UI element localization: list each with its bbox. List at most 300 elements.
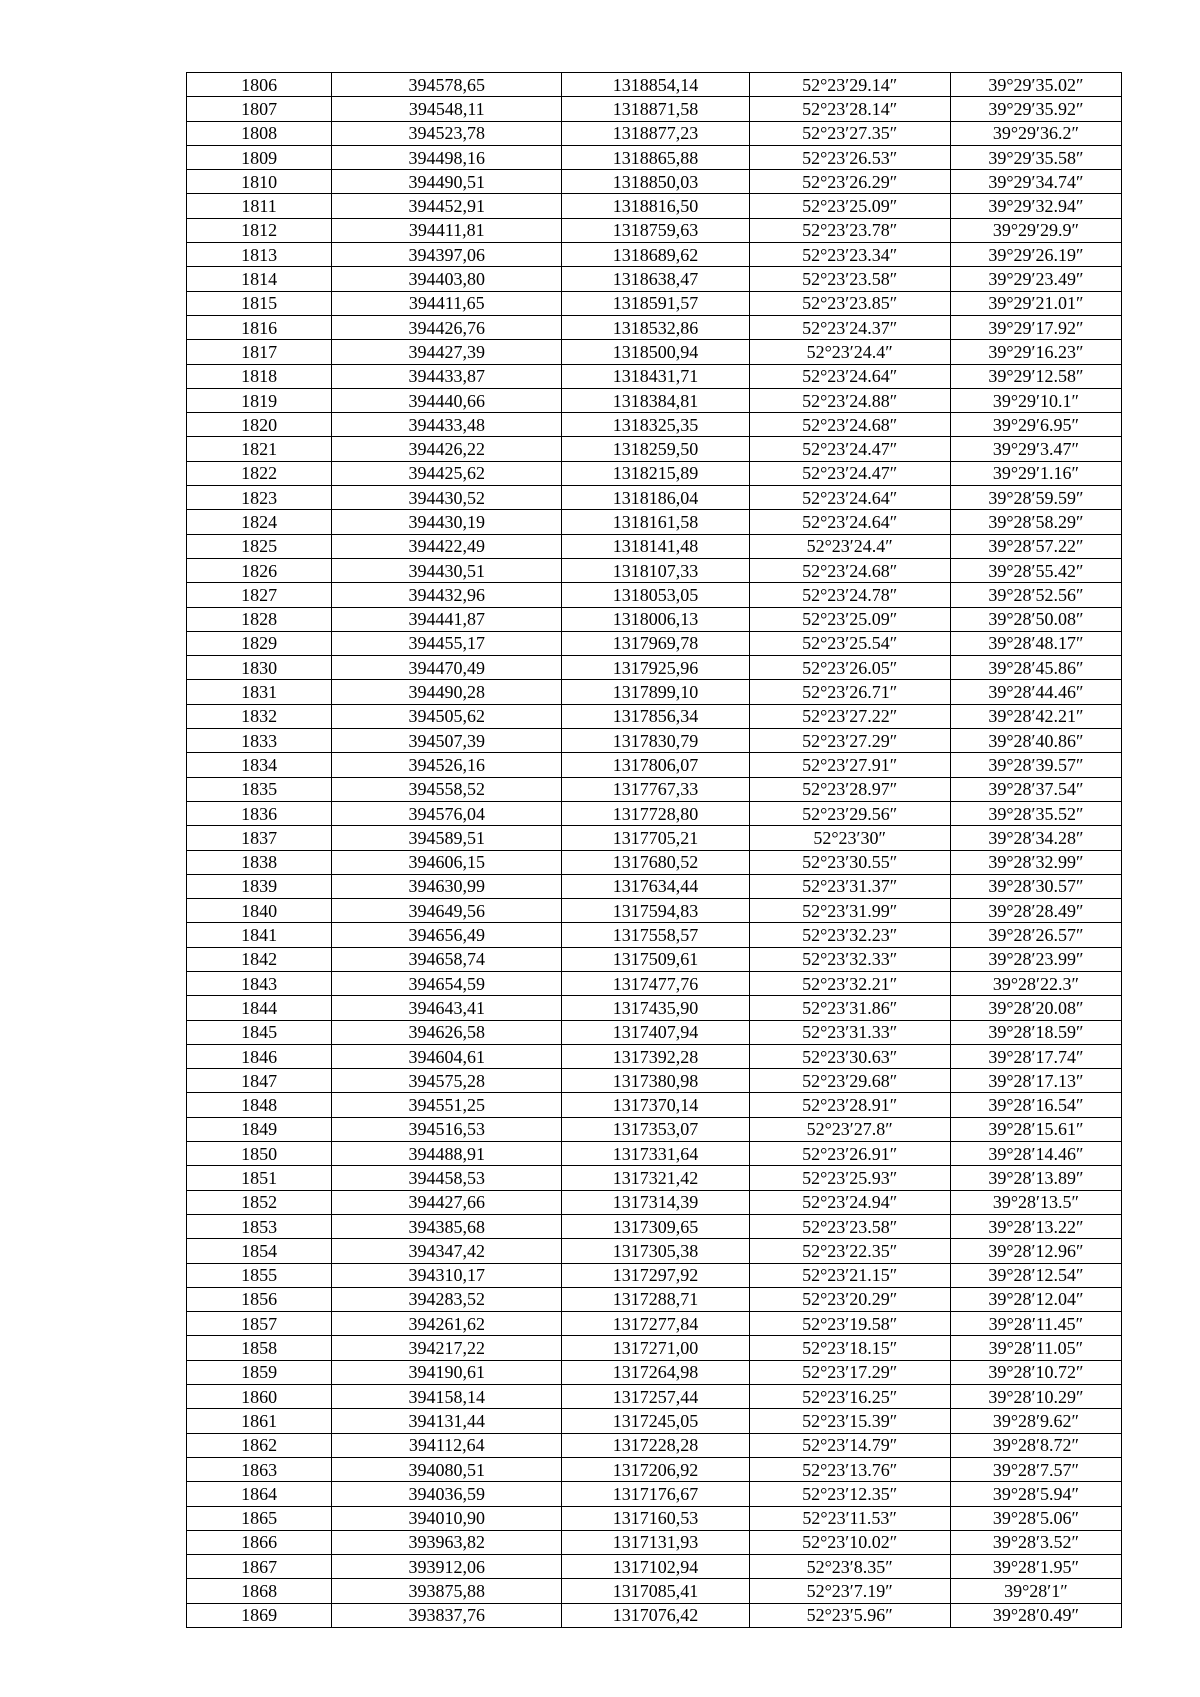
- latitude-cell: 52°23′27.8″: [749, 1117, 950, 1141]
- latitude-cell: 52°23′25.93″: [749, 1166, 950, 1190]
- x-coordinate-cell: 394551,25: [332, 1093, 562, 1117]
- longitude-cell: 39°28′12.04″: [950, 1287, 1121, 1311]
- longitude-cell: 39°29′6.95″: [950, 413, 1121, 437]
- latitude-cell: 52°23′29.56″: [749, 801, 950, 825]
- latitude-cell: 52°23′26.53″: [749, 145, 950, 169]
- x-coordinate-cell: 394411,81: [332, 218, 562, 242]
- y-coordinate-cell: 1318431,71: [562, 364, 749, 388]
- table-row: [187, 631, 1122, 655]
- table-row: [187, 826, 1122, 850]
- y-coordinate-cell: 1317331,64: [562, 1142, 749, 1166]
- table-row: [187, 145, 1122, 169]
- latitude-cell: 52°23′24.4″: [749, 340, 950, 364]
- point-number-cell: 1806: [187, 73, 332, 97]
- latitude-cell: 52°23′15.39″: [749, 1409, 950, 1433]
- point-number-cell: 1864: [187, 1482, 332, 1506]
- y-coordinate-cell: 1318854,14: [562, 73, 749, 97]
- x-coordinate-cell: 394488,91: [332, 1142, 562, 1166]
- latitude-cell: 52°23′12.35″: [749, 1482, 950, 1506]
- y-coordinate-cell: 1317131,93: [562, 1530, 749, 1554]
- table-row: [187, 1214, 1122, 1238]
- point-number-cell: 1861: [187, 1409, 332, 1433]
- y-coordinate-cell: 1317277,84: [562, 1312, 749, 1336]
- y-coordinate-cell: 1317314,39: [562, 1190, 749, 1214]
- x-coordinate-cell: 394630,99: [332, 874, 562, 898]
- point-number-cell: 1869: [187, 1603, 332, 1627]
- x-coordinate-cell: 394498,16: [332, 145, 562, 169]
- y-coordinate-cell: 1318689,62: [562, 243, 749, 267]
- table-row: [187, 1506, 1122, 1530]
- x-coordinate-cell: 394310,17: [332, 1263, 562, 1287]
- point-number-cell: 1816: [187, 315, 332, 339]
- longitude-cell: 39°28′37.54″: [950, 777, 1121, 801]
- point-number-cell: 1818: [187, 364, 332, 388]
- y-coordinate-cell: 1317806,07: [562, 753, 749, 777]
- x-coordinate-cell: 394658,74: [332, 947, 562, 971]
- point-number-cell: 1815: [187, 291, 332, 315]
- table-row: [187, 97, 1122, 121]
- x-coordinate-cell: 394452,91: [332, 194, 562, 218]
- y-coordinate-cell: 1318532,86: [562, 315, 749, 339]
- latitude-cell: 52°23′30.63″: [749, 1044, 950, 1068]
- table-row: [187, 583, 1122, 607]
- table-row: [187, 218, 1122, 242]
- y-coordinate-cell: 1318816,50: [562, 194, 749, 218]
- longitude-cell: 39°28′16.54″: [950, 1093, 1121, 1117]
- point-number-cell: 1858: [187, 1336, 332, 1360]
- x-coordinate-cell: 394422,49: [332, 534, 562, 558]
- point-number-cell: 1852: [187, 1190, 332, 1214]
- y-coordinate-cell: 1317370,14: [562, 1093, 749, 1117]
- table-row: [187, 1166, 1122, 1190]
- longitude-cell: 39°29′36.2″: [950, 121, 1121, 145]
- x-coordinate-cell: 394403,80: [332, 267, 562, 291]
- y-coordinate-cell: 1317271,00: [562, 1336, 749, 1360]
- latitude-cell: 52°23′25.09″: [749, 194, 950, 218]
- table-row: [187, 534, 1122, 558]
- point-number-cell: 1820: [187, 413, 332, 437]
- point-number-cell: 1850: [187, 1142, 332, 1166]
- point-number-cell: 1822: [187, 461, 332, 485]
- point-number-cell: 1814: [187, 267, 332, 291]
- latitude-cell: 52°23′20.29″: [749, 1287, 950, 1311]
- table-row: [187, 340, 1122, 364]
- point-number-cell: 1807: [187, 97, 332, 121]
- table-row: [187, 1069, 1122, 1093]
- y-coordinate-cell: 1317305,38: [562, 1239, 749, 1263]
- point-number-cell: 1843: [187, 971, 332, 995]
- longitude-cell: 39°28′26.57″: [950, 923, 1121, 947]
- y-coordinate-cell: 1317160,53: [562, 1506, 749, 1530]
- latitude-cell: 52°23′24.47″: [749, 437, 950, 461]
- longitude-cell: 39°29′26.19″: [950, 243, 1121, 267]
- y-coordinate-cell: 1318186,04: [562, 486, 749, 510]
- table-row: [187, 729, 1122, 753]
- longitude-cell: 39°29′12.58″: [950, 364, 1121, 388]
- y-coordinate-cell: 1317680,52: [562, 850, 749, 874]
- x-coordinate-cell: 394426,22: [332, 437, 562, 461]
- y-coordinate-cell: 1317830,79: [562, 729, 749, 753]
- latitude-cell: 52°23′31.99″: [749, 899, 950, 923]
- longitude-cell: 39°28′18.59″: [950, 1020, 1121, 1044]
- x-coordinate-cell: 394458,53: [332, 1166, 562, 1190]
- table-row: [187, 315, 1122, 339]
- latitude-cell: 52°23′24.78″: [749, 583, 950, 607]
- point-number-cell: 1812: [187, 218, 332, 242]
- latitude-cell: 52°23′14.79″: [749, 1433, 950, 1457]
- table-row: [187, 121, 1122, 145]
- table-row: [187, 364, 1122, 388]
- point-number-cell: 1856: [187, 1287, 332, 1311]
- longitude-cell: 39°28′13.22″: [950, 1214, 1121, 1238]
- y-coordinate-cell: 1317297,92: [562, 1263, 749, 1287]
- longitude-cell: 39°28′57.22″: [950, 534, 1121, 558]
- latitude-cell: 52°23′26.05″: [749, 656, 950, 680]
- x-coordinate-cell: 394505,62: [332, 704, 562, 728]
- latitude-cell: 52°23′24.64″: [749, 510, 950, 534]
- point-number-cell: 1836: [187, 801, 332, 825]
- longitude-cell: 39°29′16.23″: [950, 340, 1121, 364]
- x-coordinate-cell: 394649,56: [332, 899, 562, 923]
- longitude-cell: 39°28′12.96″: [950, 1239, 1121, 1263]
- latitude-cell: 52°23′29.68″: [749, 1069, 950, 1093]
- y-coordinate-cell: 1318850,03: [562, 170, 749, 194]
- longitude-cell: 39°28′17.74″: [950, 1044, 1121, 1068]
- x-coordinate-cell: 394643,41: [332, 996, 562, 1020]
- longitude-cell: 39°28′13.5″: [950, 1190, 1121, 1214]
- latitude-cell: 52°23′25.09″: [749, 607, 950, 631]
- point-number-cell: 1844: [187, 996, 332, 1020]
- latitude-cell: 52°23′24.37″: [749, 315, 950, 339]
- longitude-cell: 39°28′9.62″: [950, 1409, 1121, 1433]
- latitude-cell: 52°23′27.29″: [749, 729, 950, 753]
- point-number-cell: 1832: [187, 704, 332, 728]
- point-number-cell: 1859: [187, 1360, 332, 1384]
- point-number-cell: 1827: [187, 583, 332, 607]
- y-coordinate-cell: 1317288,71: [562, 1287, 749, 1311]
- coordinates-table-body: [187, 73, 1122, 1628]
- longitude-cell: 39°29′17.92″: [950, 315, 1121, 339]
- y-coordinate-cell: 1318384,81: [562, 388, 749, 412]
- table-row: [187, 1093, 1122, 1117]
- x-coordinate-cell: 394190,61: [332, 1360, 562, 1384]
- point-number-cell: 1831: [187, 680, 332, 704]
- point-number-cell: 1809: [187, 145, 332, 169]
- table-row: [187, 923, 1122, 947]
- table-row: [187, 1336, 1122, 1360]
- y-coordinate-cell: 1317634,44: [562, 874, 749, 898]
- x-coordinate-cell: 394576,04: [332, 801, 562, 825]
- x-coordinate-cell: 394441,87: [332, 607, 562, 631]
- y-coordinate-cell: 1317435,90: [562, 996, 749, 1020]
- point-number-cell: 1865: [187, 1506, 332, 1530]
- longitude-cell: 39°29′29.9″: [950, 218, 1121, 242]
- longitude-cell: 39°28′30.57″: [950, 874, 1121, 898]
- latitude-cell: 52°23′30″: [749, 826, 950, 850]
- table-row: [187, 1287, 1122, 1311]
- longitude-cell: 39°29′23.49″: [950, 267, 1121, 291]
- table-row: [187, 971, 1122, 995]
- y-coordinate-cell: 1317856,34: [562, 704, 749, 728]
- x-coordinate-cell: 393963,82: [332, 1530, 562, 1554]
- longitude-cell: 39°28′48.17″: [950, 631, 1121, 655]
- latitude-cell: 52°23′31.86″: [749, 996, 950, 1020]
- x-coordinate-cell: 394507,39: [332, 729, 562, 753]
- y-coordinate-cell: 1317353,07: [562, 1117, 749, 1141]
- table-row: [187, 1360, 1122, 1384]
- latitude-cell: 52°23′23.58″: [749, 267, 950, 291]
- x-coordinate-cell: 394523,78: [332, 121, 562, 145]
- longitude-cell: 39°28′10.29″: [950, 1385, 1121, 1409]
- longitude-cell: 39°28′11.45″: [950, 1312, 1121, 1336]
- longitude-cell: 39°28′5.94″: [950, 1482, 1121, 1506]
- y-coordinate-cell: 1317321,42: [562, 1166, 749, 1190]
- y-coordinate-cell: 1318006,13: [562, 607, 749, 631]
- y-coordinate-cell: 1318141,48: [562, 534, 749, 558]
- x-coordinate-cell: 394516,53: [332, 1117, 562, 1141]
- point-number-cell: 1868: [187, 1579, 332, 1603]
- longitude-cell: 39°29′35.92″: [950, 97, 1121, 121]
- point-number-cell: 1808: [187, 121, 332, 145]
- longitude-cell: 39°28′50.08″: [950, 607, 1121, 631]
- longitude-cell: 39°28′0.49″: [950, 1603, 1121, 1627]
- longitude-cell: 39°28′22.3″: [950, 971, 1121, 995]
- table-row: [187, 413, 1122, 437]
- latitude-cell: 52°23′16.25″: [749, 1385, 950, 1409]
- table-row: [187, 1555, 1122, 1579]
- y-coordinate-cell: 1317380,98: [562, 1069, 749, 1093]
- y-coordinate-cell: 1318325,35: [562, 413, 749, 437]
- table-row: [187, 801, 1122, 825]
- y-coordinate-cell: 1318053,05: [562, 583, 749, 607]
- longitude-cell: 39°28′55.42″: [950, 558, 1121, 582]
- y-coordinate-cell: 1318259,50: [562, 437, 749, 461]
- table-row: [187, 510, 1122, 534]
- y-coordinate-cell: 1317509,61: [562, 947, 749, 971]
- point-number-cell: 1853: [187, 1214, 332, 1238]
- latitude-cell: 52°23′31.33″: [749, 1020, 950, 1044]
- point-number-cell: 1826: [187, 558, 332, 582]
- table-row: [187, 1603, 1122, 1627]
- point-number-cell: 1813: [187, 243, 332, 267]
- latitude-cell: 52°23′19.58″: [749, 1312, 950, 1336]
- x-coordinate-cell: 394010,90: [332, 1506, 562, 1530]
- y-coordinate-cell: 1318877,23: [562, 121, 749, 145]
- longitude-cell: 39°28′44.46″: [950, 680, 1121, 704]
- point-number-cell: 1838: [187, 850, 332, 874]
- table-row: [187, 243, 1122, 267]
- longitude-cell: 39°28′52.56″: [950, 583, 1121, 607]
- longitude-cell: 39°28′7.57″: [950, 1457, 1121, 1481]
- table-row: [187, 899, 1122, 923]
- x-coordinate-cell: 394112,64: [332, 1433, 562, 1457]
- x-coordinate-cell: 394385,68: [332, 1214, 562, 1238]
- table-row: [187, 1409, 1122, 1433]
- x-coordinate-cell: 394575,28: [332, 1069, 562, 1093]
- latitude-cell: 52°23′27.35″: [749, 121, 950, 145]
- longitude-cell: 39°28′10.72″: [950, 1360, 1121, 1384]
- y-coordinate-cell: 1317076,42: [562, 1603, 749, 1627]
- point-number-cell: 1863: [187, 1457, 332, 1481]
- latitude-cell: 52°23′17.29″: [749, 1360, 950, 1384]
- latitude-cell: 52°23′23.78″: [749, 218, 950, 242]
- x-coordinate-cell: 394433,48: [332, 413, 562, 437]
- table-row: [187, 1385, 1122, 1409]
- table-row: [187, 1117, 1122, 1141]
- longitude-cell: 39°28′39.57″: [950, 753, 1121, 777]
- point-number-cell: 1830: [187, 656, 332, 680]
- x-coordinate-cell: 394656,49: [332, 923, 562, 947]
- longitude-cell: 39°28′42.21″: [950, 704, 1121, 728]
- longitude-cell: 39°29′21.01″: [950, 291, 1121, 315]
- longitude-cell: 39°28′1.95″: [950, 1555, 1121, 1579]
- y-coordinate-cell: 1318107,33: [562, 558, 749, 582]
- latitude-cell: 52°23′8.35″: [749, 1555, 950, 1579]
- x-coordinate-cell: 394604,61: [332, 1044, 562, 1068]
- table-row: [187, 461, 1122, 485]
- y-coordinate-cell: 1318215,89: [562, 461, 749, 485]
- point-number-cell: 1845: [187, 1020, 332, 1044]
- table-row: [187, 388, 1122, 412]
- table-row: [187, 656, 1122, 680]
- latitude-cell: 52°23′32.23″: [749, 923, 950, 947]
- latitude-cell: 52°23′24.88″: [749, 388, 950, 412]
- latitude-cell: 52°23′5.96″: [749, 1603, 950, 1627]
- table-row: [187, 73, 1122, 97]
- x-coordinate-cell: 394490,28: [332, 680, 562, 704]
- point-number-cell: 1810: [187, 170, 332, 194]
- x-coordinate-cell: 394036,59: [332, 1482, 562, 1506]
- point-number-cell: 1829: [187, 631, 332, 655]
- table-row: [187, 996, 1122, 1020]
- longitude-cell: 39°28′17.13″: [950, 1069, 1121, 1093]
- point-number-cell: 1823: [187, 486, 332, 510]
- x-coordinate-cell: 394131,44: [332, 1409, 562, 1433]
- latitude-cell: 52°23′24.94″: [749, 1190, 950, 1214]
- latitude-cell: 52°23′26.29″: [749, 170, 950, 194]
- y-coordinate-cell: 1317899,10: [562, 680, 749, 704]
- point-number-cell: 1819: [187, 388, 332, 412]
- x-coordinate-cell: 394490,51: [332, 170, 562, 194]
- y-coordinate-cell: 1318638,47: [562, 267, 749, 291]
- y-coordinate-cell: 1317705,21: [562, 826, 749, 850]
- point-number-cell: 1847: [187, 1069, 332, 1093]
- x-coordinate-cell: 393837,76: [332, 1603, 562, 1627]
- longitude-cell: 39°28′40.86″: [950, 729, 1121, 753]
- latitude-cell: 52°23′29.14″: [749, 73, 950, 97]
- table-row: [187, 874, 1122, 898]
- latitude-cell: 52°23′24.47″: [749, 461, 950, 485]
- y-coordinate-cell: 1318161,58: [562, 510, 749, 534]
- x-coordinate-cell: 394397,06: [332, 243, 562, 267]
- table-row: [187, 1142, 1122, 1166]
- latitude-cell: 52°23′26.71″: [749, 680, 950, 704]
- y-coordinate-cell: 1318500,94: [562, 340, 749, 364]
- table-row: [187, 1482, 1122, 1506]
- longitude-cell: 39°29′10.1″: [950, 388, 1121, 412]
- y-coordinate-cell: 1317407,94: [562, 1020, 749, 1044]
- y-coordinate-cell: 1317309,65: [562, 1214, 749, 1238]
- y-coordinate-cell: 1318865,88: [562, 145, 749, 169]
- latitude-cell: 52°23′30.55″: [749, 850, 950, 874]
- longitude-cell: 39°29′35.58″: [950, 145, 1121, 169]
- table-row: [187, 194, 1122, 218]
- longitude-cell: 39°29′32.94″: [950, 194, 1121, 218]
- longitude-cell: 39°29′34.74″: [950, 170, 1121, 194]
- x-coordinate-cell: 394558,52: [332, 777, 562, 801]
- y-coordinate-cell: 1317176,67: [562, 1482, 749, 1506]
- longitude-cell: 39°28′28.49″: [950, 899, 1121, 923]
- y-coordinate-cell: 1317257,44: [562, 1385, 749, 1409]
- table-row: [187, 267, 1122, 291]
- longitude-cell: 39°28′20.08″: [950, 996, 1121, 1020]
- point-number-cell: 1862: [187, 1433, 332, 1457]
- longitude-cell: 39°28′35.52″: [950, 801, 1121, 825]
- latitude-cell: 52°23′28.91″: [749, 1093, 950, 1117]
- longitude-cell: 39°28′59.59″: [950, 486, 1121, 510]
- y-coordinate-cell: 1317228,28: [562, 1433, 749, 1457]
- longitude-cell: 39°28′12.54″: [950, 1263, 1121, 1287]
- table-row: [187, 680, 1122, 704]
- point-number-cell: 1848: [187, 1093, 332, 1117]
- x-coordinate-cell: 393875,88: [332, 1579, 562, 1603]
- point-number-cell: 1817: [187, 340, 332, 364]
- latitude-cell: 52°23′22.35″: [749, 1239, 950, 1263]
- y-coordinate-cell: 1317477,76: [562, 971, 749, 995]
- longitude-cell: 39°28′11.05″: [950, 1336, 1121, 1360]
- latitude-cell: 52°23′28.14″: [749, 97, 950, 121]
- x-coordinate-cell: 394261,62: [332, 1312, 562, 1336]
- table-row: [187, 486, 1122, 510]
- point-number-cell: 1837: [187, 826, 332, 850]
- latitude-cell: 52°23′10.02″: [749, 1530, 950, 1554]
- x-coordinate-cell: 394578,65: [332, 73, 562, 97]
- point-number-cell: 1839: [187, 874, 332, 898]
- table-row: [187, 437, 1122, 461]
- longitude-cell: 39°28′14.46″: [950, 1142, 1121, 1166]
- x-coordinate-cell: 393912,06: [332, 1555, 562, 1579]
- x-coordinate-cell: 394432,96: [332, 583, 562, 607]
- point-number-cell: 1840: [187, 899, 332, 923]
- table-row: [187, 850, 1122, 874]
- y-coordinate-cell: 1317969,78: [562, 631, 749, 655]
- longitude-cell: 39°28′32.99″: [950, 850, 1121, 874]
- latitude-cell: 52°23′27.22″: [749, 704, 950, 728]
- latitude-cell: 52°23′28.97″: [749, 777, 950, 801]
- table-row: [187, 1579, 1122, 1603]
- point-number-cell: 1846: [187, 1044, 332, 1068]
- latitude-cell: 52°23′24.64″: [749, 364, 950, 388]
- longitude-cell: 39°28′13.89″: [950, 1166, 1121, 1190]
- point-number-cell: 1860: [187, 1385, 332, 1409]
- point-number-cell: 1828: [187, 607, 332, 631]
- table-row: [187, 1312, 1122, 1336]
- x-coordinate-cell: 394626,58: [332, 1020, 562, 1044]
- point-number-cell: 1867: [187, 1555, 332, 1579]
- table-row: [187, 947, 1122, 971]
- longitude-cell: 39°28′3.52″: [950, 1530, 1121, 1554]
- x-coordinate-cell: 394654,59: [332, 971, 562, 995]
- table-row: [187, 753, 1122, 777]
- x-coordinate-cell: 394430,51: [332, 558, 562, 582]
- x-coordinate-cell: 394548,11: [332, 97, 562, 121]
- x-coordinate-cell: 394433,87: [332, 364, 562, 388]
- longitude-cell: 39°28′45.86″: [950, 656, 1121, 680]
- longitude-cell: 39°28′15.61″: [950, 1117, 1121, 1141]
- y-coordinate-cell: 1317925,96: [562, 656, 749, 680]
- x-coordinate-cell: 394158,14: [332, 1385, 562, 1409]
- table-row: [187, 1530, 1122, 1554]
